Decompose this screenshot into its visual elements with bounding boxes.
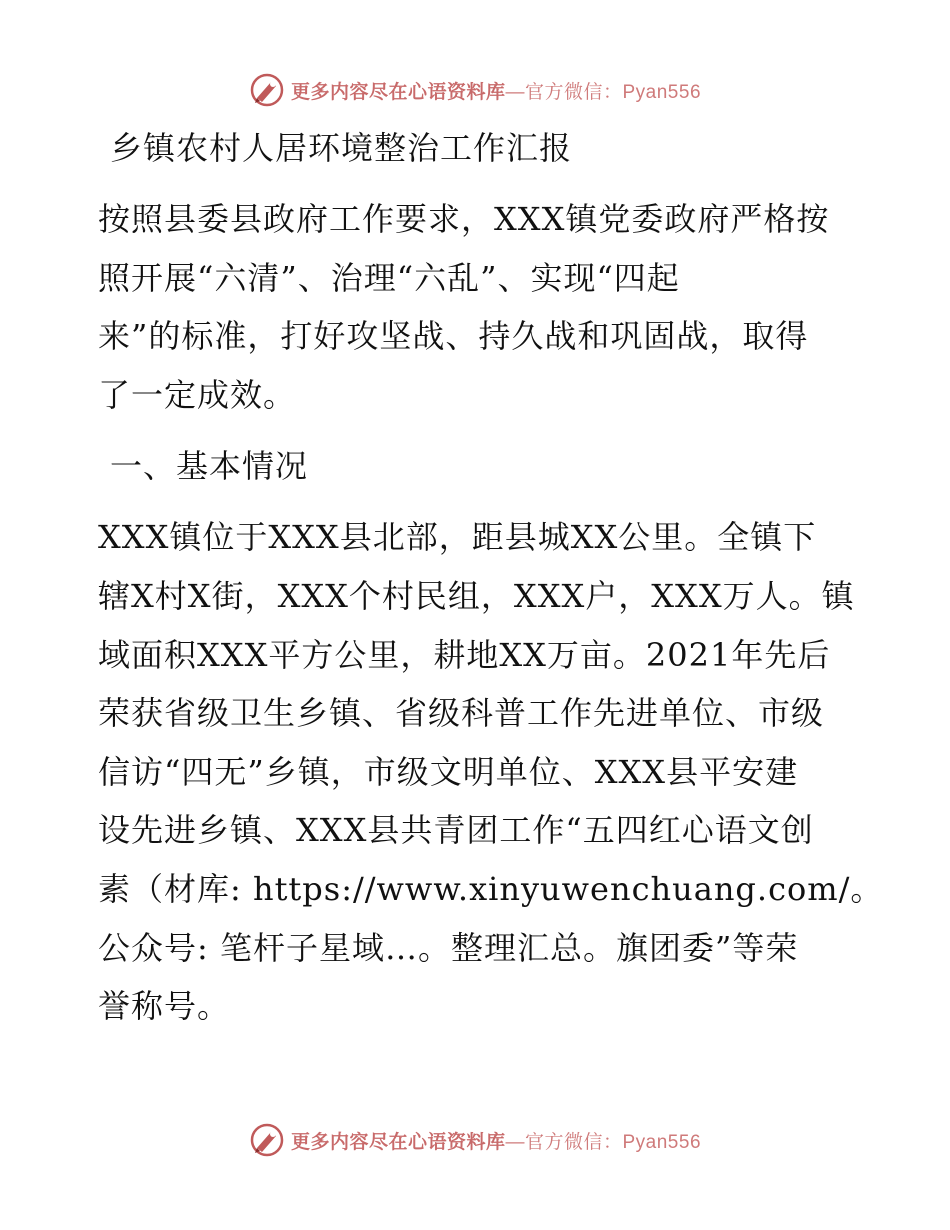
paragraph-line: 辖X村X街，XXX个村民组，XXX户，XXX万人。镇	[98, 576, 855, 615]
paragraph-line: 域面积XXX平方公里，耕地XX万亩。2021年先后	[98, 635, 831, 674]
watermark-contact-label: 官方微信：	[524, 1131, 623, 1153]
pen-logo-icon	[249, 72, 285, 108]
paragraph-line: 公众号: 笔杆子星域…。整理汇总。旗团委”等荣	[98, 928, 799, 967]
paragraph-line: 照开展“六清”、治理“六乱”、实现“四起	[98, 258, 680, 297]
watermark-contact-id: Pyan556	[622, 1131, 702, 1153]
paragraph-line: XXX镇位于XXX县北部，距县城XX公里。全镇下	[98, 518, 817, 557]
paragraph-line: 设先进乡镇、XXX县共青团工作“五四红心语文创	[98, 811, 814, 850]
basic-situation-paragraph	[98, 496, 884, 1035]
paragraph-line: 了一定成效。	[98, 375, 297, 414]
paragraph-line: 信访“四无”乡镇，市级文明单位、XXX县平安建	[98, 752, 799, 791]
watermark-contact-id: Pyan556	[622, 81, 702, 103]
watermark-contact-label: 官方微信：	[524, 81, 623, 103]
paragraph-line: 按照县委县政府工作要求，XXX镇党委政府严格按	[98, 200, 830, 238]
header-watermark-banner	[0, 70, 950, 110]
intro-paragraph	[98, 178, 858, 424]
paragraph-line: 来”的标准，打好攻坚战、持久战和巩固战，取得	[98, 317, 809, 356]
paragraph-line: 荣获省级卫生乡镇、省级科普工作先进单位、市级	[98, 694, 825, 733]
watermark-separator: —	[505, 1131, 525, 1153]
document-title: 乡镇农村人居环境整治工作汇报	[110, 129, 573, 167]
section-heading-basic-situation: 一、基本情况	[110, 447, 309, 486]
document-body	[98, 118, 884, 1036]
watermark-text	[291, 1127, 701, 1154]
watermark-brand: 更多内容尽在心语资料库	[290, 1131, 506, 1153]
paragraph-line: 素（材库: https://www.xinyuwenchuang.com/。	[98, 869, 884, 908]
watermark-brand: 更多内容尽在心语资料库	[290, 81, 506, 103]
watermark-text	[291, 77, 701, 104]
paragraph-line: 誉称号。	[98, 987, 231, 1026]
pen-logo-icon	[249, 1122, 285, 1158]
footer-watermark-banner	[0, 1120, 950, 1160]
watermark-separator: —	[505, 81, 525, 103]
